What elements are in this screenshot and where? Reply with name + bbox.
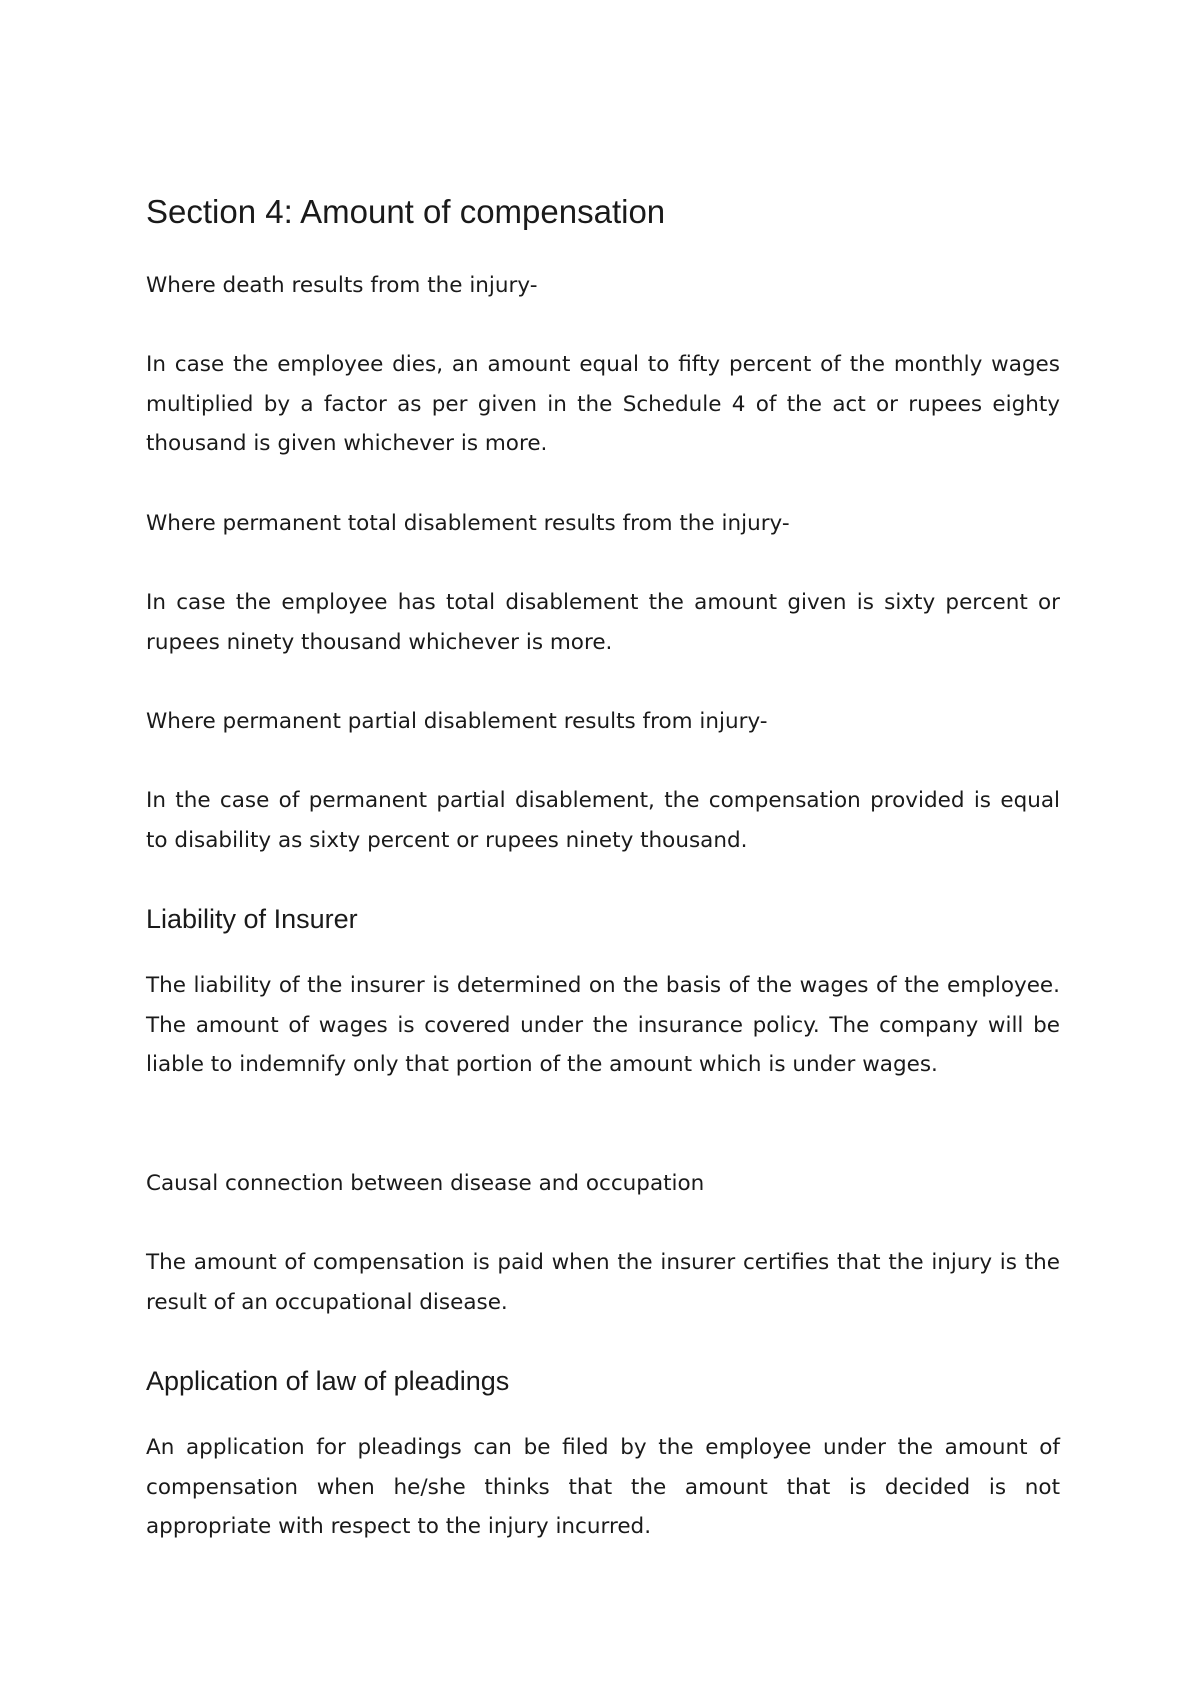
paragraph-partial-disablement: In the case of permanent partial disablement, the compensation provided is equal to disability as sixty percent or rupees ninety thousand. bbox=[146, 788, 1060, 853]
paragraph-pleadings: An application for pleadings can be filed by the employee under the amount of compensation when he/she thinks that the amount that is decided is not appropriate with respect to the injury incurred. bbox=[146, 1435, 1060, 1539]
subheading-partial-disablement: Where permanent partial disablement results from injury- bbox=[146, 709, 768, 734]
heading-law-of-pleadings: Application of law of pleadings bbox=[146, 1366, 510, 1396]
subheading-causal-connection: Causal connection between disease and occupation bbox=[146, 1171, 705, 1196]
paragraph-death: In case the employee dies, an amount equal to fifty percent of the monthly wages multiplied by a factor as per given in the Schedule 4 of the act or rupees eighty thousand is given whichever is more. bbox=[146, 352, 1060, 456]
paragraph-liability: The liability of the insurer is determined on the basis of the wages of the employee. The amount of wages is covered under the insurance policy. The company will be liable to indemnify only that portion of the amount which is under wages. bbox=[146, 973, 1060, 1077]
page-title: Section 4: Amount of compensation bbox=[146, 193, 666, 230]
heading-liability-of-insurer: Liability of Insurer bbox=[146, 904, 358, 934]
subheading-death: Where death results from the injury- bbox=[146, 273, 538, 298]
paragraph-total-disablement: In case the employee has total disablement the amount given is sixty percent or rupees ninety thousand whichever is more. bbox=[146, 590, 1060, 655]
subheading-total-disablement: Where permanent total disablement results from the injury- bbox=[146, 511, 790, 536]
paragraph-causal-connection: The amount of compensation is paid when the insurer certifies that the injury is the result of an occupational disease. bbox=[146, 1250, 1060, 1315]
